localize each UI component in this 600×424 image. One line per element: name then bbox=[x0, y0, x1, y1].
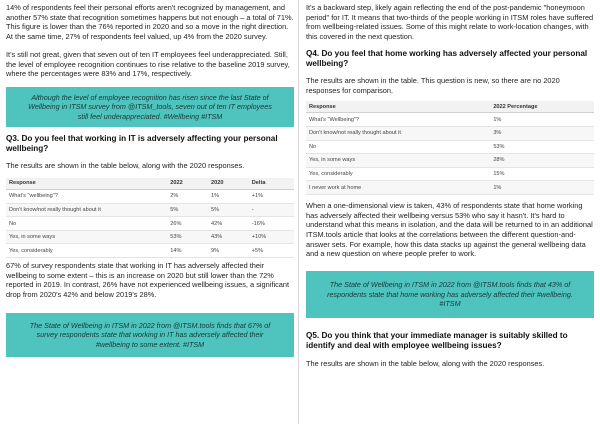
q3-heading: Q3. Do you feel that working in IT is adversely affecting your personal wellbeing? bbox=[6, 134, 278, 154]
table-cell: Yes, in some ways bbox=[306, 154, 490, 168]
table-cell: +1% bbox=[249, 190, 294, 204]
table-cell: Yes, considerably bbox=[6, 244, 167, 258]
right-paragraph-2: When a one-dimensional view is taken, 43% of respondents state that home working has adversely affected their wellbeing versus 53% who say it hasn't. It's hard to understand what this means in isolation, and the data will be returned to in an additional ITSM.tools article that looks at the correlations between the different question-and-answer sets. For example, how this data stacks up against the general wellbeing data and a new question on where people prefer to work. bbox=[306, 200, 593, 259]
table-cell: Yes, in some ways bbox=[6, 230, 167, 244]
table-cell: 28% bbox=[490, 154, 594, 168]
table-row bbox=[306, 127, 594, 141]
table-cell: I never work at home bbox=[306, 181, 490, 195]
q4-intro: The results are shown in the table. This question is new, so there are no 2020 responses for comparison. bbox=[306, 75, 560, 95]
q3-results-table bbox=[6, 178, 294, 258]
table-cell: 53% bbox=[490, 140, 594, 154]
table-cell: Don't know/not really thought about it bbox=[6, 203, 167, 217]
tweet-quote-2[interactable]: The State of Wellbeing in ITSM in 2022 from @ITSM.tools finds that 67% of survey respondents state that working in IT has adversely affected their #wellbeing to some extent. #ITSM bbox=[6, 313, 294, 357]
table-cell: 1% bbox=[490, 113, 594, 127]
table-row bbox=[306, 167, 594, 181]
table-row bbox=[6, 230, 294, 244]
left-paragraph-1: 14% of respondents feel their personal efforts aren't recognized by management, and another 57% state that recognition sometimes happens but not enough – a total of 71%. This figure is lower than the 76% reported in 2020 and so a move in the right direction. At the same time, 27% of respondents feel valued, up 4% from the 2020 survey. bbox=[6, 3, 294, 42]
table-cell: 1% bbox=[208, 190, 249, 204]
table-cell: +5% bbox=[249, 244, 294, 258]
q4-heading: Q4. Do you feel that home working has adversely affected your personal wellbeing? bbox=[306, 48, 588, 68]
table-cell: 5% bbox=[167, 203, 208, 217]
table-header-cell: Response bbox=[6, 178, 167, 190]
q4-results-table bbox=[306, 101, 594, 195]
table-cell: Don't know/not really thought about it bbox=[306, 127, 490, 141]
table-header-cell: Response bbox=[306, 101, 490, 113]
table-header-row bbox=[306, 101, 594, 113]
table-row bbox=[6, 203, 294, 217]
table-cell: 5% bbox=[208, 203, 249, 217]
table-header-cell: 2022 Percentage bbox=[490, 101, 594, 113]
right-column bbox=[306, 0, 594, 369]
table-cell: 43% bbox=[208, 230, 249, 244]
left-column bbox=[6, 0, 294, 357]
left-paragraph-2: It's still not great, given that seven out of ten IT employees feel underappreciated. Still, the level of employee recognition continues to rise relative to the baseline 2019 survey, where the percentages were 83% and 17%, respectively. bbox=[6, 49, 290, 79]
tweet-quote-1[interactable]: Although the level of employee recognition has risen since the last State of Wellbeing in ITSM survey from @ITSM_tools, seven out of ten IT employees still feel underappreciated. #Wellbeing #ITSM bbox=[6, 87, 294, 127]
table-row bbox=[306, 181, 594, 195]
table-header-row bbox=[6, 178, 294, 190]
q5-heading: Q5. Do you think that your immediate manager is suitably skilled to identify and deal with employee wellbeing issues? bbox=[306, 331, 568, 351]
table-header-cell: 2020 bbox=[208, 178, 249, 190]
table-cell: - bbox=[249, 203, 294, 217]
q5-intro: The results are shown in the table below, along with the 2020 responses. bbox=[306, 359, 545, 369]
tweet-quote-3[interactable]: The State of Wellbeing in ITSM in 2022 from @ITSM.tools finds that 43% of respondents state that home working has adversely affected their #wellbeing. #ITSM bbox=[306, 271, 594, 318]
table-cell: No bbox=[6, 217, 167, 231]
table-header-cell: 2022 bbox=[167, 178, 208, 190]
table-row bbox=[306, 113, 594, 127]
table-cell: No bbox=[306, 140, 490, 154]
table-cell: Yes, considerably bbox=[306, 167, 490, 181]
table-row bbox=[306, 140, 594, 154]
table-row bbox=[306, 154, 594, 168]
table-cell: 26% bbox=[167, 217, 208, 231]
table-cell: +10% bbox=[249, 230, 294, 244]
table-cell: 3% bbox=[490, 127, 594, 141]
column-divider bbox=[298, 0, 299, 424]
table-cell: 1% bbox=[490, 181, 594, 195]
table-header-cell: Delta bbox=[249, 178, 294, 190]
table-row bbox=[6, 217, 294, 231]
table-cell: 9% bbox=[208, 244, 249, 258]
table-cell: What's "Wellbeing"? bbox=[306, 113, 490, 127]
table-cell: 14% bbox=[167, 244, 208, 258]
table-row bbox=[6, 190, 294, 204]
table-cell: 15% bbox=[490, 167, 594, 181]
table-row bbox=[6, 244, 294, 258]
table-cell: 42% bbox=[208, 217, 249, 231]
q3-intro: The results are shown in the table below, along with the 2020 responses. bbox=[6, 161, 245, 171]
table-cell: What's "wellbeing"? bbox=[6, 190, 167, 204]
table-cell: 53% bbox=[167, 230, 208, 244]
table-cell: -16% bbox=[249, 217, 294, 231]
right-paragraph-1: It's a backward step, likely again reflecting the end of the post-pandemic "honeymoon period" for IT. It means that two-thirds of the people working in ITSM roles have suffered from wellbeing-related issues. Some of this might relate to work-location changes, with this covered in the next question. bbox=[306, 3, 594, 42]
left-paragraph-3: 67% of survey respondents state that working in IT has adversely affected their wellbeing to some extent – this is an increase on 2020 but still lower than the 72% reported in 2019. In contrast, 26% have not experienced wellbeing issues, a significant drop from 2020's 42% and below 2019's 28%. bbox=[6, 261, 290, 300]
table-cell: 2% bbox=[167, 190, 208, 204]
